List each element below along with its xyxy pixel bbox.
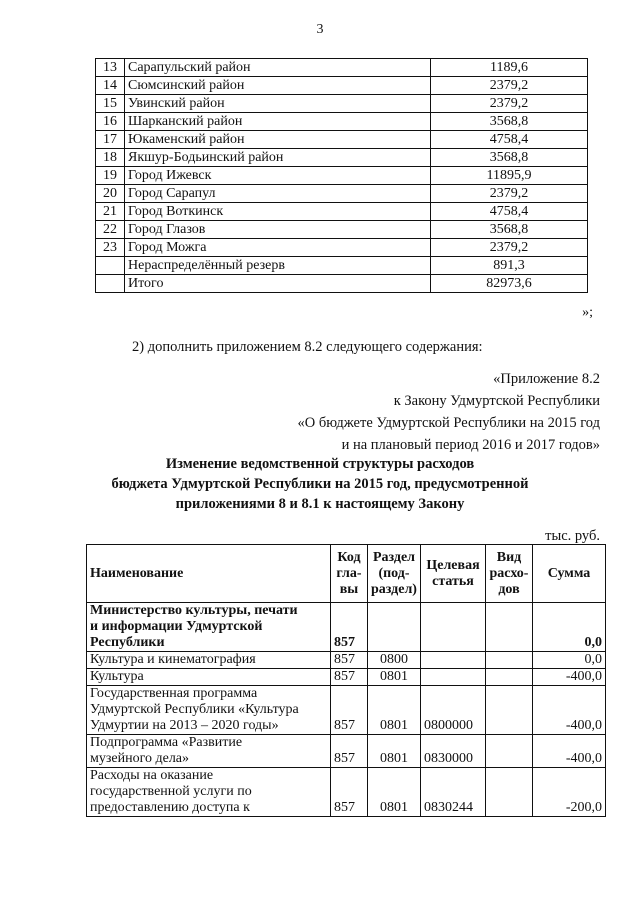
annex-line: к Закону Удмуртской Республики [393,393,600,409]
header-target-line: статья [432,573,474,589]
district-name: Город Глазов [125,221,431,239]
header-kind [486,545,533,603]
title-line: бюджета Удмуртской Республики на 2015 год, предусмотренной [111,476,529,492]
row-sum: -400,0 [533,735,606,768]
row-number: 18 [96,149,125,167]
row-name-line: Государственная программа [90,686,258,701]
row-name-line: Удмуртии на 2013 – 2020 годы» [90,718,279,733]
row-number: 20 [96,185,125,203]
row-name-line: и информации Удмуртской [90,619,263,634]
header-section [368,545,421,603]
row-sum: -200,0 [533,768,606,817]
header-code [331,545,368,603]
row-section: 0800 [368,652,421,669]
annex-header [298,368,600,456]
row-name [87,603,331,652]
row-code: 857 [331,686,368,735]
district-name: Юкаменский район [125,131,431,149]
row-kind [486,603,533,652]
row-name-line: Министерство культуры, печати [90,603,298,618]
row-sum: 0,0 [533,652,606,669]
document-title [60,454,580,514]
row-kind [486,768,533,817]
row-name: Культура и кинематография [87,652,331,669]
district-name: Шарканский район [125,113,431,131]
districts-table [95,58,588,293]
header-code-line: гла- [336,565,362,581]
row-number: 17 [96,131,125,149]
row-number: 22 [96,221,125,239]
closing-quote-mark: »; [582,305,593,320]
annex-line: и на плановый период 2016 и 2017 годов» [341,437,600,453]
row-section: 0801 [368,669,421,686]
district-value: 2379,2 [431,239,588,257]
district-name: Сарапульский район [125,59,431,77]
amendment-paragraph: 2) дополнить приложением 8.2 следующего содержания: [132,339,483,355]
district-value: 11895,9 [431,167,588,185]
district-value: 2379,2 [431,77,588,95]
row-name [87,768,331,817]
row-name-line: предоставлению доступа к [90,800,250,815]
row-section: 0801 [368,768,421,817]
table-row [96,203,588,221]
reserve-value: 891,3 [431,257,588,275]
header-target-line: Целевая [426,557,480,573]
header-section-line: раздел) [371,581,417,597]
row-name: Культура [87,669,331,686]
district-value: 1189,6 [431,59,588,77]
table-row [96,239,588,257]
table-row [96,77,588,95]
table-row [96,59,588,77]
row-number: 21 [96,203,125,221]
table-row [96,149,588,167]
row-target [421,603,486,652]
table-row [96,95,588,113]
row-target: 0800000 [421,686,486,735]
district-name: Увинский район [125,95,431,113]
total-value: 82973,6 [431,275,588,293]
row-name-line: Расходы на оказание [90,768,214,783]
row-kind [486,669,533,686]
district-value: 3568,8 [431,149,588,167]
row-target [421,669,486,686]
district-value: 4758,4 [431,131,588,149]
reserve-label: Нераспределённый резерв [125,257,431,275]
header-code-line: Код [337,549,361,565]
table-row [96,131,588,149]
row-number [96,275,125,293]
header-section-line: (под- [378,565,410,581]
row-name-line: Республики [90,635,165,650]
table-row [96,221,588,239]
header-sum: Сумма [533,545,606,603]
row-number: 19 [96,167,125,185]
budget-table [86,544,606,817]
district-value: 3568,8 [431,113,588,131]
table-row [87,652,606,669]
row-code: 857 [331,735,368,768]
row-code: 857 [331,652,368,669]
header-kind-line: дов [498,581,520,597]
table-row [87,603,606,652]
row-name [87,686,331,735]
row-sum: 0,0 [533,603,606,652]
row-number: 13 [96,59,125,77]
row-section: 0801 [368,686,421,735]
table-row [96,113,588,131]
district-value: 2379,2 [431,185,588,203]
table-row [87,669,606,686]
title-line: Изменение ведомственной структуры расходов [165,456,475,472]
page-number: 3 [316,22,324,37]
row-name-line: государственной услуги по [90,784,252,799]
row-section: 0801 [368,735,421,768]
title-line: приложениями 8 и 8.1 к настоящему Закону [175,496,465,512]
header-kind-line: Вид [496,549,522,565]
table-row [87,686,606,735]
row-kind [486,735,533,768]
row-target: 0830244 [421,768,486,817]
row-name-line: Удмуртской Республики «Культура [90,702,299,717]
annex-line: «Приложение 8.2 [493,371,600,387]
row-number: 16 [96,113,125,131]
district-name: Якшур-Бодьинский район [125,149,431,167]
row-kind [486,686,533,735]
row-code: 857 [331,603,368,652]
row-sum: -400,0 [533,669,606,686]
district-value: 3568,8 [431,221,588,239]
row-name-line: музейного дела» [90,751,190,766]
row-code: 857 [331,768,368,817]
table-row [96,275,588,293]
district-value: 4758,4 [431,203,588,221]
header-code-line: вы [339,581,359,597]
table-row [96,257,588,275]
row-number: 14 [96,77,125,95]
table-row [87,735,606,768]
district-name: Город Сарапул [125,185,431,203]
district-name: Город Можга [125,239,431,257]
row-target [421,652,486,669]
district-name: Город Ижевск [125,167,431,185]
district-name: Город Воткинск [125,203,431,221]
row-name [87,735,331,768]
row-name-line: Подпрограмма «Развитие [90,735,243,750]
table-row [87,768,606,817]
header-section-line: Раздел [372,549,416,565]
row-sum: -400,0 [533,686,606,735]
table-row [96,167,588,185]
currency-unit: тыс. руб. [545,528,600,544]
total-label: Итого [125,275,431,293]
row-number [96,257,125,275]
row-number: 23 [96,239,125,257]
row-kind [486,652,533,669]
row-target: 0830000 [421,735,486,768]
table-row [96,185,588,203]
district-name: Сюмсинский район [125,77,431,95]
annex-line: «О бюджете Удмуртской Республики на 2015 год [297,415,600,431]
header-kind-line: расхо- [489,565,529,581]
header-row [87,545,606,603]
header-name: Наименование [87,545,331,603]
row-number: 15 [96,95,125,113]
header-target [421,545,486,603]
row-section [368,603,421,652]
district-value: 2379,2 [431,95,588,113]
row-code: 857 [331,669,368,686]
